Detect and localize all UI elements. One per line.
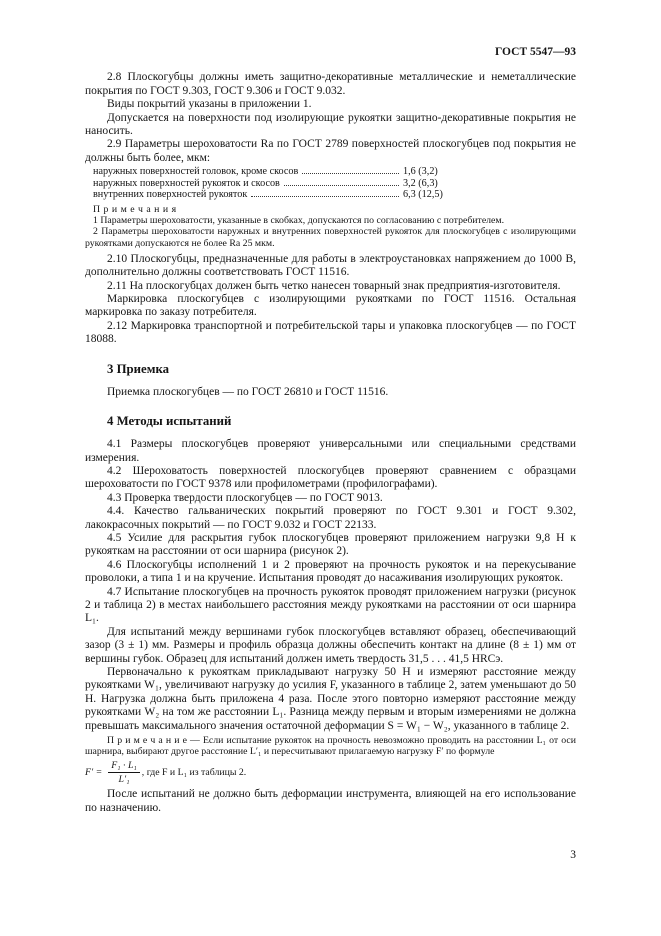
roughness-list bbox=[93, 166, 453, 201]
paragraph-4-2: 4.2 Шероховатость поверхностей плоскогубцев проверяют сравнением с образцами шероховатости по ГОСТ 9378 или профилометрами (профилографами). bbox=[85, 464, 576, 491]
roughness-label: внутренних поверхностей рукояток bbox=[93, 189, 248, 201]
paragraph-4-4: 4.4. Качество гальванических покрытий проверяют по ГОСТ 9.301 и ГОСТ 9.302, лакокрасочных покрытий — по ГОСТ 9.032 и ГОСТ 22133. bbox=[85, 505, 576, 531]
paragraph-3-intro: Приемка плоскогубцев — по ГОСТ 26810 и ГОСТ 11516. bbox=[107, 385, 389, 398]
list-item bbox=[93, 189, 453, 201]
paragraph-2-8: 2.8 Плоскогубцы должны иметь защитно-декоративные металлические и неметаллические покрытия по ГОСТ 9.303, ГОСТ 9.306 и ГОСТ 9.032. bbox=[85, 71, 576, 97]
paragraph-4-6: 4.6 Плоскогубцы исполнений 1 и 2 проверяют на прочность рукояток и на перекусывание проволоки, а типа 1 и на кручение. Испытания проводят до насаживания изолирующих рукояток. bbox=[85, 558, 576, 585]
roughness-value: 3,2 (6,3) bbox=[403, 177, 438, 189]
list-item bbox=[93, 166, 453, 178]
formula-lhs: F′ = bbox=[85, 766, 103, 778]
note-1: 1 Параметры шероховатости, указанные в скобках, допускаются по согласованию с потребителем. bbox=[93, 215, 505, 227]
dotted-leader bbox=[251, 196, 399, 197]
note-4-7: П р и м е ч а н и е — Если испытание рукояток на прочность невозможно проводить на расстоянии L₁ от оси шарнира, выбирают другое расстояние L′₁ и пересчитывают прилагаемую нагрузку F′ по формуле bbox=[85, 735, 576, 758]
formula-suffix: , где F и L₁ из таблицы 2. bbox=[141, 766, 247, 778]
doc-reference: ГОСТ 5547—93 bbox=[495, 46, 576, 58]
paragraph-4-1: 4.1 Размеры плоскогубцев проверяют универсальными или специальными средствами измерения. bbox=[85, 438, 576, 464]
paragraph-2-12: 2.12 Маркировка транспортной и потребительской тары и упаковка плоскогубцев — по ГОСТ 18088. bbox=[85, 319, 576, 346]
paragraph-load-test: Первоначально к рукояткам прикладывают нагрузку 50 Н и измеряют расстояние между рукоятками W₁, увеличивают нагрузку до усилия F, указанного в таблице 2, затем уменьшают до 50 Н. Нагрузка должна быть приложена 4 раза. После этого повторно измеряют расстояние между рукоятками W₂ на том же расстоянии L₁. Разница между первым и вторым измерениями не должна превышать максимального значения остаточной деформации S = W₁ − W₂, указанного в таблице 2. bbox=[85, 666, 576, 732]
paragraph-2-9: 2.9 Параметры шероховатости Ra по ГОСТ 2789 поверхностей плоскогубцев под покрытия не должны быть более, мкм: bbox=[85, 138, 576, 164]
list-item bbox=[93, 178, 453, 190]
roughness-value: 6,3 (12,5) bbox=[403, 189, 443, 201]
notes-block bbox=[85, 204, 576, 249]
dotted-leader bbox=[284, 185, 399, 186]
note-2: 2 Параметры шероховатости наружных и внутренних поверхностей рукояток для плоскогубцев с изолирующими рукоятками допускаются не более Ra 25 мкм. bbox=[85, 226, 576, 249]
roughness-label: наружных поверхностей рукояток и скосов bbox=[93, 177, 280, 189]
paragraph-marking: Маркировка плоскогубцев с изолирующими рукоятками по ГОСТ 11516. Остальная маркировка по заказу потребителя. bbox=[85, 293, 576, 319]
formula-numerator: F₁ · L₁ bbox=[108, 760, 140, 773]
paragraph-specimen: Для испытаний между вершинами губок плоскогубцев вставляют образец, обеспечивающий зазор (3 ± 1) мм. Размеры и профиль образца должны обеспечить контакт на длине (8 ± 1) мм от вершины губок. Образец для испытаний должен иметь твердость 31,5 . . . 41,5 HRCэ. bbox=[85, 625, 576, 665]
formula bbox=[85, 760, 576, 786]
formula-denominator: L′₁ bbox=[118, 773, 130, 785]
section-heading-acceptance: 3 Приемка bbox=[107, 361, 170, 376]
roughness-value: 1,6 (3,2) bbox=[403, 166, 438, 178]
page-number: 3 bbox=[570, 848, 576, 861]
paragraph-4-3: 4.3 Проверка твердости плоскогубцев — по ГОСТ 9013. bbox=[107, 491, 383, 504]
roughness-label: наружных поверхностей головок, кроме скосов bbox=[93, 166, 299, 178]
paragraph-2-10: 2.10 Плоскогубцы, предназначенные для работы в электроустановках напряжением до 1000 В, дополнительно должны соответствовать ГОСТ 11516. bbox=[85, 252, 576, 279]
dotted-leader bbox=[302, 173, 399, 174]
paragraph-4-7: 4.7 Испытание плоскогубцев на прочность рукояток проводят приложением нагрузки (рисунок 2 и таблица 2) в местах наибольшего расстояния между рукоятками на расстоянии от оси шарнира L₁. bbox=[85, 585, 576, 625]
paragraph-coating-allow: Допускается на поверхности под изолирующие рукоятки защитно-декоративные покрытия не наносить. bbox=[85, 111, 576, 138]
formula-fraction bbox=[108, 760, 140, 786]
section-heading-test-methods: 4 Методы испытаний bbox=[107, 414, 232, 429]
paragraph-coating-types: Виды покрытий указаны в приложении 1. bbox=[107, 98, 312, 111]
paragraph-4-5: 4.5 Усилие для раскрытия губок плоскогубцев проверяют приложением нагрузки 9,8 Н к рукояткам на расстоянии от оси шарнира (рисунок 2). bbox=[85, 531, 576, 558]
paragraph-after-tests: После испытаний не должно быть деформации инструмента, влияющей на его использование по назначению. bbox=[85, 788, 576, 814]
notes-title: П р и м е ч а н и я bbox=[93, 204, 177, 216]
paragraph-2-11: 2.11 На плоскогубцах должен быть четко нанесен товарный знак предприятия-изготовителя. bbox=[107, 279, 561, 292]
